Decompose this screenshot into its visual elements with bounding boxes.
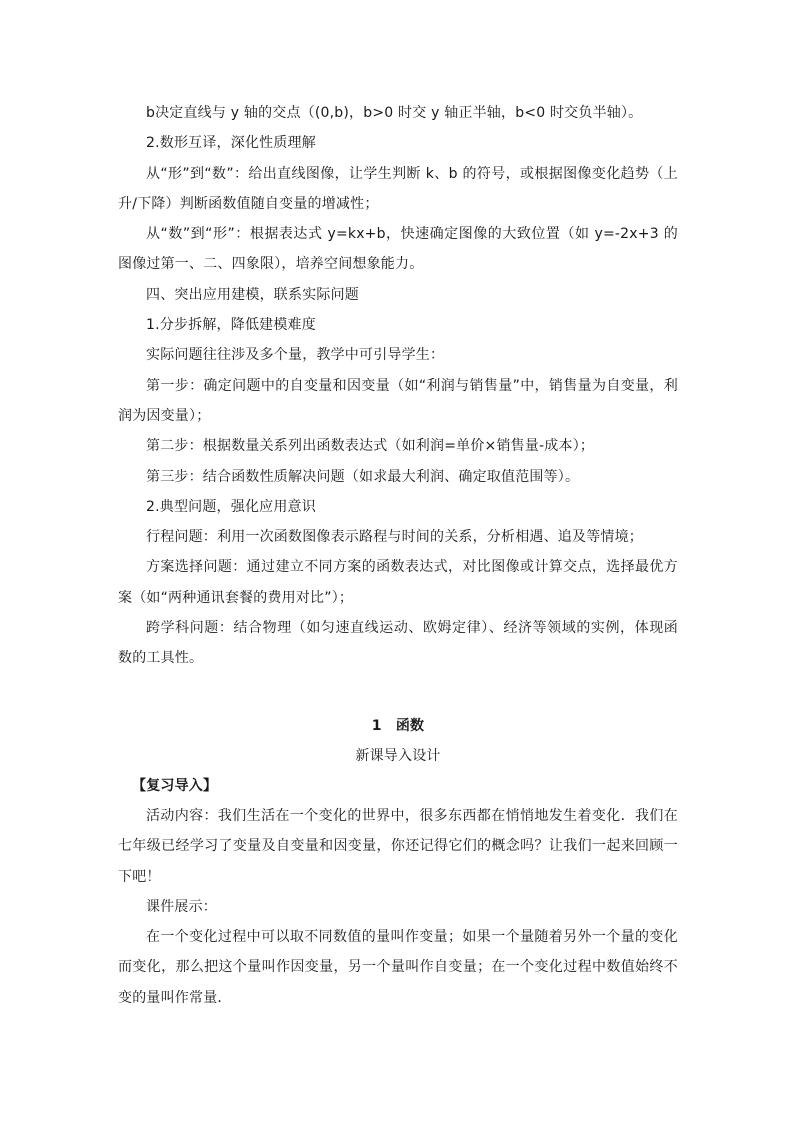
paragraph-number-to-shape: 从“数”到“形”：根据表达式 y=kx+b，快速确定图像的大致位置（如 y=-2x+3 的图像过第一、二、四象限），培养空间想象能力。 <box>118 226 678 273</box>
paragraph-step-one: 第一步：确定问题中的自变量和因变量（如“利润与销售量”中，销售量为自变量，利润为因变量）； <box>118 377 678 424</box>
section-subtitle: 新课导入设计 <box>355 747 441 764</box>
paragraph-shape-to-number: 从“形”到“数”：给出直线图像，让学生判断 k、b 的符号，或根据图像变化趋势（上升/下降）判断函数值随自变量的增减性； <box>118 165 678 212</box>
paragraph-interdisciplinary: 跨学科问题：结合物理（如匀速直线运动、欧姆定律）、经济等领域的实例，体现函数的工具性。 <box>118 620 678 667</box>
paragraph-step-three: 第三步：结合函数性质解决问题（如求最大利润、确定取值范围等）。 <box>146 468 580 485</box>
section-title: 1 函数 <box>371 717 425 734</box>
heading-shape-number: 2.数形互译，深化性质理解 <box>146 135 316 152</box>
review-heading: 【复习导入】 <box>132 777 218 794</box>
heading-section-four: 四、突出应用建模，联系实际问题 <box>146 286 359 303</box>
paragraph-courseware: 课件展示： <box>146 898 217 915</box>
document-page <box>118 98 678 1013</box>
paragraph-guide-students: 实际问题往往涉及多个量，教学中可引导学生： <box>146 347 445 364</box>
paragraph-plan-selection: 方案选择问题：通过建立不同方案的函数表达式，对比图像或计算交点，选择最优方案（如“两种通讯套餐的费用对比”）； <box>118 559 678 606</box>
paragraph-definitions: 在一个变化过程中可以取不同数值的量叫作变量；如果一个量随着另外一个量的变化而变化，那么把这个量叫作因变量，另一个量叫作自变量；在一个变化过程中数值始终不变的量叫作常量． <box>118 929 678 1006</box>
heading-typical-problems: 2.典型问题，强化应用意识 <box>146 498 316 515</box>
paragraph-activity: 活动内容：我们生活在一个变化的世界中，很多东西都在悄悄地发生着变化．我们在七年级已经学习了变量及自变量和因变量，你还记得它们的概念吗？让我们一起来回顾一下吧！ <box>118 807 678 885</box>
paragraph-step-two: 第二步：根据数量关系列出函数表达式（如利润=单价×销售量-成本）； <box>146 438 595 455</box>
paragraph-travel-problem: 行程问题：利用一次函数图像表示路程与时间的关系，分析相遇、追及等情境； <box>146 529 643 546</box>
paragraph-intercept: b决定直线与 y 轴的交点（(0,b)，b>0 时交 y 轴正半轴，b<0 时交负半轴）。 <box>146 105 643 121</box>
heading-step-breakdown: 1.分步拆解，降低建模难度 <box>146 317 316 334</box>
